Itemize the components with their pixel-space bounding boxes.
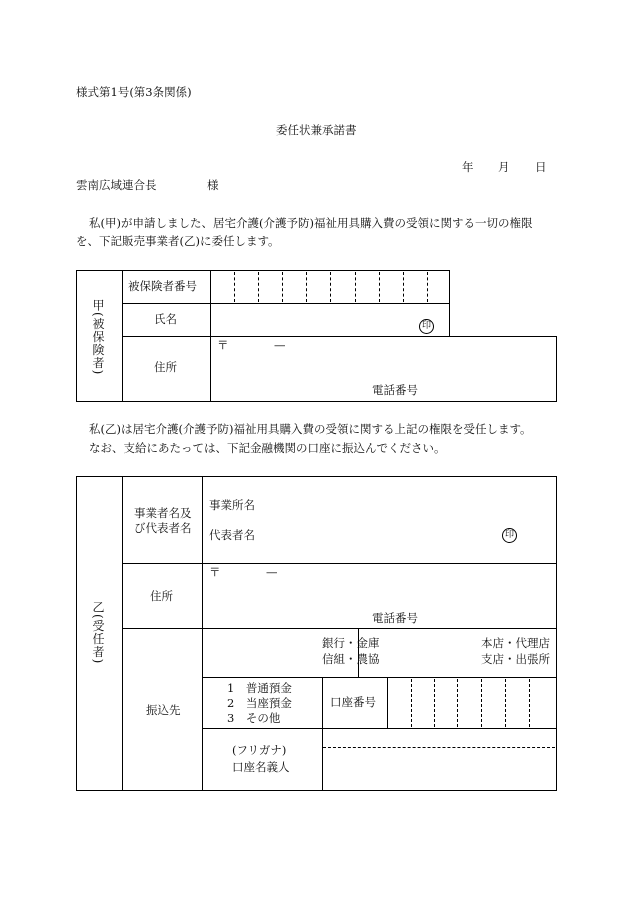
bank-type-line-2: 信組・農協 (322, 652, 380, 666)
phone-label: 電話番号 (372, 383, 418, 397)
honorific: 様 (207, 178, 219, 192)
middle-line-2: なお、支給にあたっては、下記金融機関の口座に振込んでください。 (89, 441, 446, 455)
name-label: 氏名 (154, 312, 177, 326)
deposit-type-2: 2 当座預金 (227, 696, 292, 710)
postal-dash: — (274, 338, 286, 352)
intro-line-1: 私(甲)が申請しました、居宅介護(介護予防)福祉用具購入費の受領に関する一切の権限 (89, 216, 533, 230)
bank-type-line-1: 銀行・金庫 (322, 636, 380, 650)
table-b-side-label: 乙(受任者) (91, 601, 105, 665)
business-name-label: 事業所名 (209, 498, 255, 512)
insured-number-label: 被保険者番号 (128, 279, 197, 293)
table-a-side-label: 甲(被保険者) (91, 299, 105, 376)
deposit-type-3: 3 その他 (227, 711, 281, 725)
account-holder-label: 口座名義人 (232, 760, 290, 774)
middle-line-1: 私(乙)は居宅介護(介護予防)福祉用具購入費の受領に関する上記の権限を受任します。 (89, 422, 532, 436)
document-title: 委任状兼承諾書 (276, 123, 357, 137)
phone-label: 電話番号 (372, 611, 418, 625)
transfer-label: 振込先 (146, 703, 181, 717)
date-month: 月 (498, 160, 510, 174)
form-number: 様式第1号(第3条関係) (76, 85, 192, 99)
seal-icon: 印 (502, 528, 517, 543)
postal-mark: 〒 (217, 338, 229, 352)
addressee: 雲南広域連合長 (76, 178, 157, 192)
postal-mark: 〒 (209, 565, 221, 579)
branch-type-line-1: 本店・代理店 (481, 636, 550, 650)
branch-type-line-2: 支店・出張所 (481, 652, 550, 666)
business-label-line-1: 事業者名及 (134, 506, 192, 520)
address-label: 住所 (154, 360, 177, 374)
intro-line-2: を、下記販売事業者(乙)に委任します。 (76, 234, 280, 248)
business-label-line-2: び代表者名 (134, 521, 192, 535)
kana-label: (フリガナ) (232, 743, 287, 757)
postal-dash: — (266, 565, 278, 579)
account-number-label: 口座番号 (330, 695, 376, 709)
date-day: 日 (535, 160, 547, 174)
seal-icon: 印 (419, 319, 434, 334)
address-label: 住所 (150, 589, 173, 603)
representative-label: 代表者名 (209, 528, 255, 542)
deposit-type-1: 1 普通預金 (227, 681, 292, 695)
date-year: 年 (462, 160, 474, 174)
